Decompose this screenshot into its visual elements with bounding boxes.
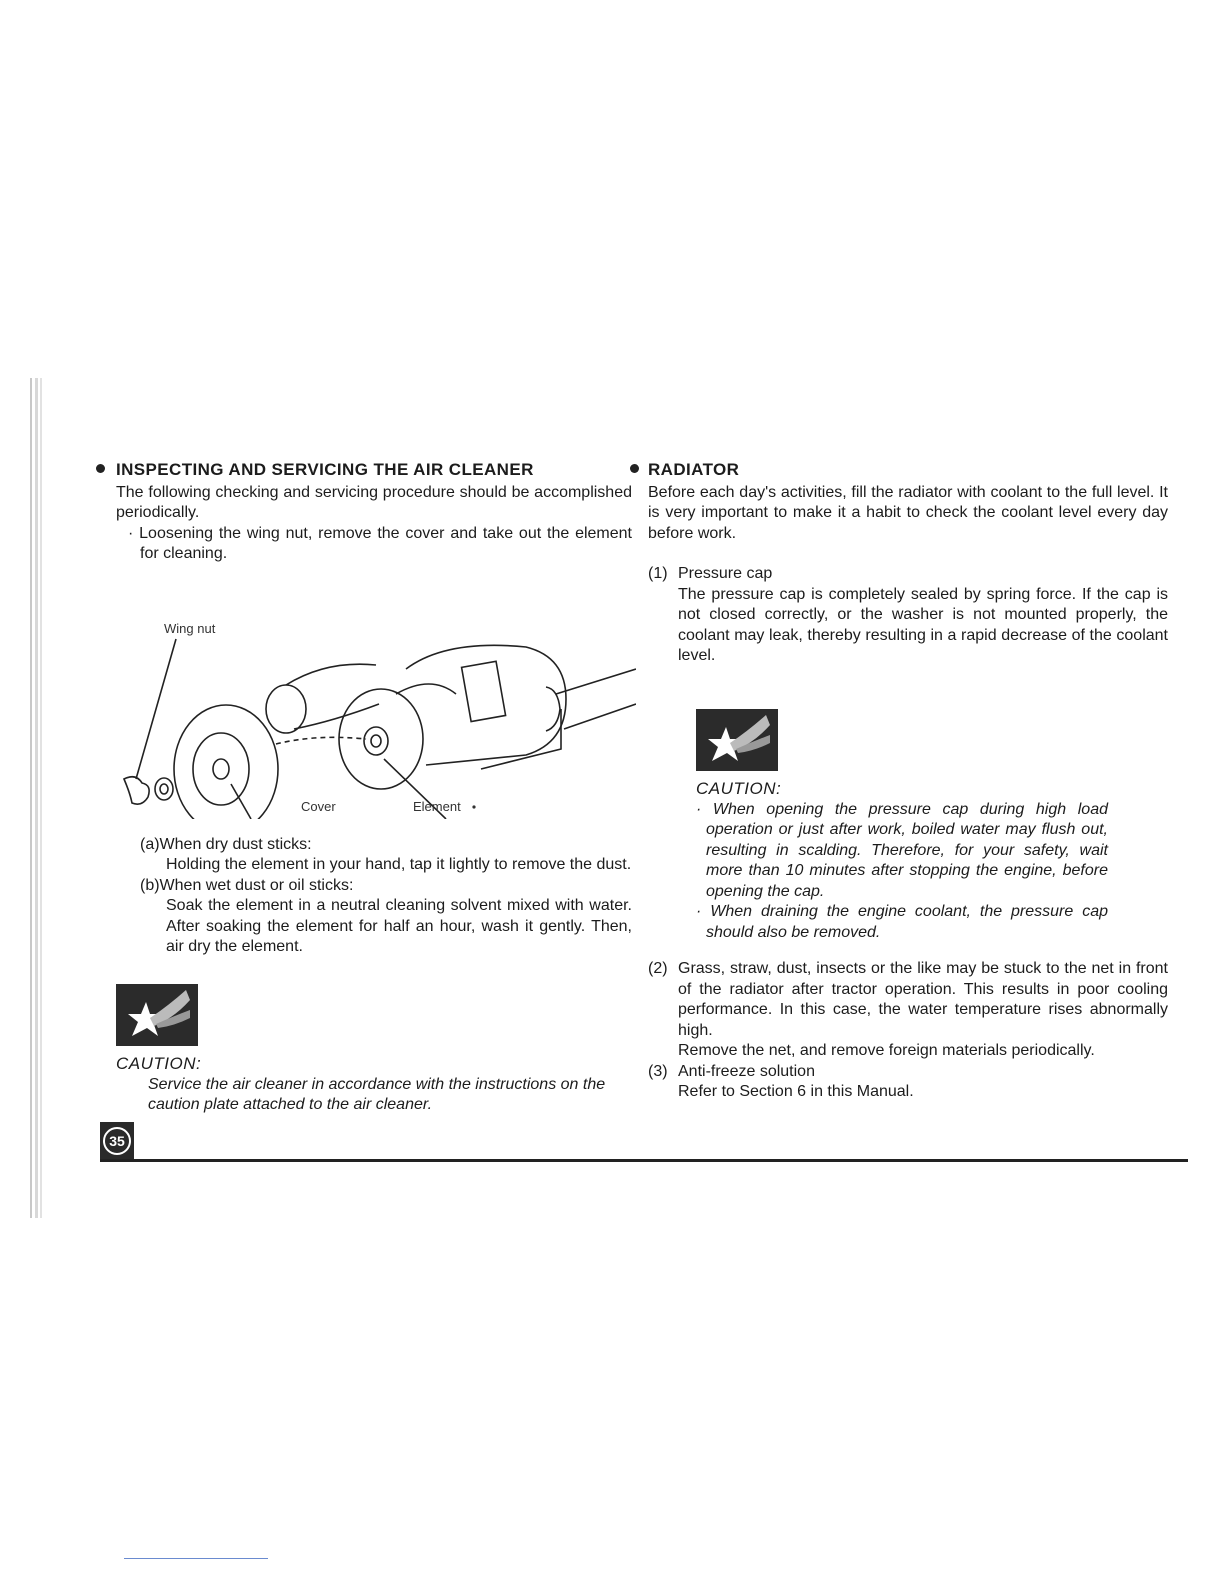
page-number-badge (100, 1122, 134, 1160)
air-cleaner-figure (116, 569, 636, 819)
left-column (116, 460, 632, 1116)
warning-star-icon (696, 709, 778, 771)
footer-rule (100, 1159, 1188, 1162)
binding-edge (28, 378, 46, 1218)
right-column (648, 460, 1168, 1103)
caution-item: · When opening the pressure cap during high load operation or just after work, boiled water may flush out, resulting in scalding. Therefore, for your safety, wait more than 10 minutes after stopping the engine, before opening the cap. (696, 800, 1108, 900)
bullet-dot-icon (96, 464, 105, 473)
item-body: Refer to Section 6 in this Manual. (678, 1083, 914, 1100)
case-a-body: Holding the element in your hand, tap it lightly to remove the dust. (166, 856, 632, 873)
bottom-link-line (124, 1558, 268, 1559)
item-body: Grass, straw, dust, insects or the like may be stuck to the net in front of the radiator after tractor operation. This results in poor cooling performance. In this case, the water temperature rises abnormally high. (678, 960, 1168, 1039)
section-heading-air-cleaner: INSPECTING AND SERVICING THE AIR CLEANER (116, 460, 632, 481)
air-cleaner-step: · Loosening the wing nut, remove the cover and take out the element for cleaning. (128, 524, 632, 562)
case-a-title: (a)When dry dust sticks: (140, 835, 312, 853)
radiator-caution (696, 709, 1168, 944)
item-body-continued: Remove the net, and remove foreign materials periodically. (678, 1042, 1095, 1059)
case-b-body: Soak the element in a neutral cleaning solvent mixed with water. After soaking the element for half an hour, wash it gently. Then, air dry the element. (166, 897, 632, 955)
page-number: 35 (103, 1127, 131, 1155)
item-number: (2) (648, 960, 668, 977)
caution-text: Service the air cleaner in accordance with the instructions on the caution plate attached to the air cleaner. (148, 1075, 606, 1113)
item-pressure-cap (648, 564, 1168, 667)
label-cover: Cover (301, 798, 336, 814)
item-number: (3) (648, 1062, 668, 1080)
item-number: (1) (648, 565, 668, 582)
label-wing-nut: Wing nut (164, 620, 216, 636)
caution-title: CAUTION: (696, 779, 782, 798)
item-net-cleaning (648, 959, 1168, 1062)
case-b-title: (b)When wet dust or oil sticks: (140, 876, 354, 894)
label-element: Element (413, 798, 461, 814)
air-cleaner-diagram (116, 569, 636, 819)
radiator-intro: Before each day's activities, fill the radiator with coolant to the full level. It is very important to make it a habit to check the coolant level every day before work. (648, 483, 1168, 542)
bullet-dot-icon (630, 464, 639, 473)
warning-star-icon (116, 984, 198, 1046)
caution-title: CAUTION: (116, 1054, 202, 1073)
item-anti-freeze (648, 1062, 1168, 1103)
dust-cases (116, 835, 632, 958)
item-title: Anti-freeze solution (678, 1062, 815, 1080)
caution-item: · When draining the engine coolant, the pressure cap should also be removed. (696, 903, 1108, 941)
item-body: The pressure cap is completely sealed by spring force. If the cap is not closed correctly, or the washer is not mounted properly, the coolant may leak, thereby resulting in a rapid decrease of the coolant level. (678, 585, 1168, 664)
item-title: Pressure cap (678, 565, 773, 582)
section-heading-radiator: RADIATOR (648, 460, 1168, 481)
air-cleaner-intro: The following checking and servicing procedure should be accomplished periodically. (116, 483, 632, 521)
air-cleaner-caution (116, 984, 632, 1116)
